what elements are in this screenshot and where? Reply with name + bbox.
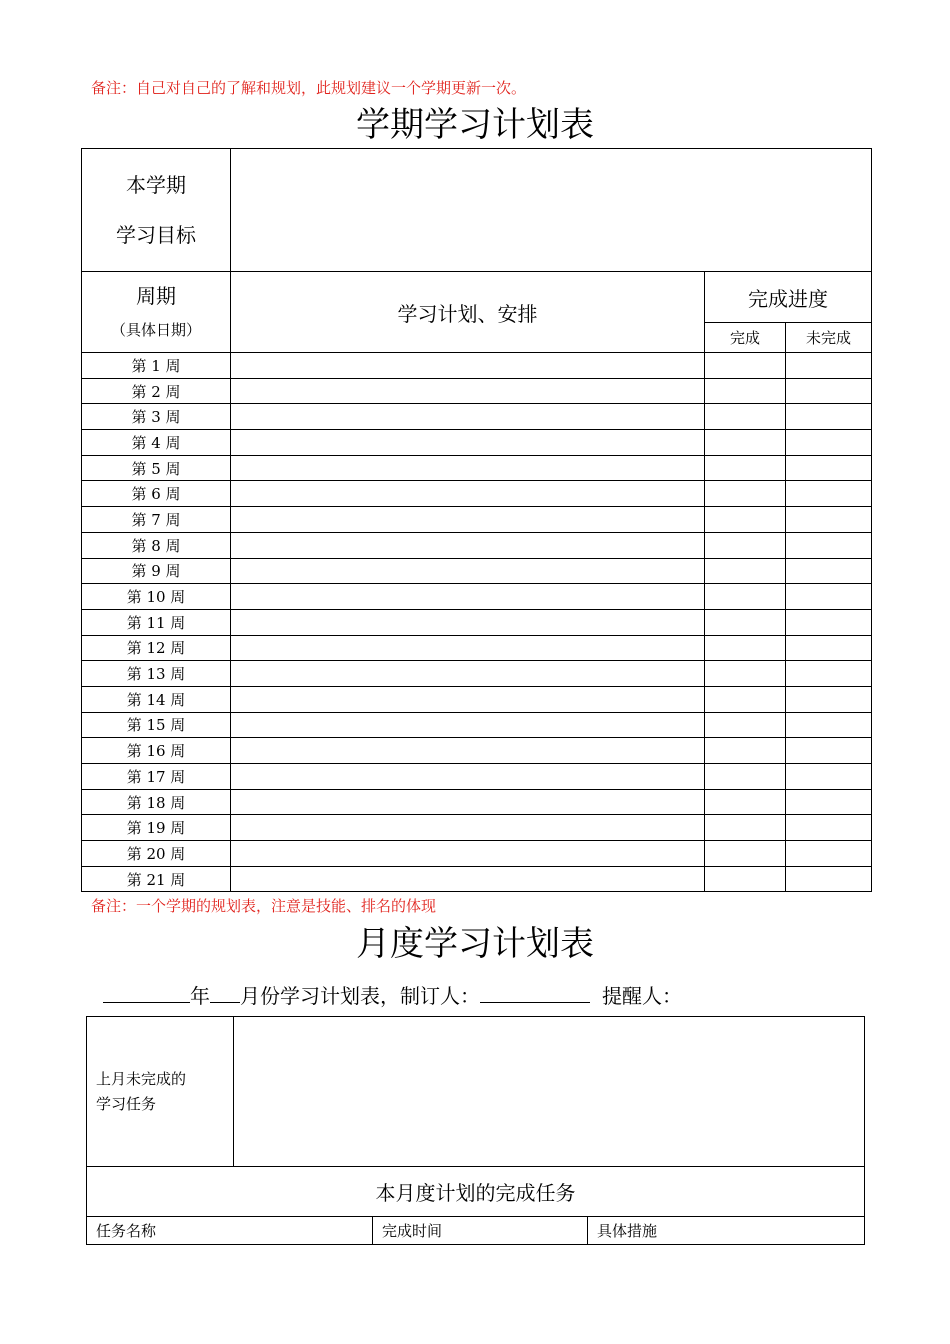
semester-plan-table <box>81 148 872 892</box>
week-plan-cell[interactable] <box>231 712 705 738</box>
week-undone-cell[interactable] <box>786 738 872 764</box>
week-undone-cell[interactable] <box>786 841 872 867</box>
week-plan-cell[interactable] <box>231 866 705 892</box>
goal-row <box>82 149 872 272</box>
week-done-cell[interactable] <box>705 686 786 712</box>
week-row <box>82 507 872 533</box>
done-header: 完成 <box>705 323 786 353</box>
week-row <box>82 841 872 867</box>
week-undone-cell[interactable] <box>786 635 872 661</box>
month-blank[interactable] <box>210 980 240 1003</box>
week-undone-cell[interactable] <box>786 712 872 738</box>
week-done-cell[interactable] <box>705 404 786 430</box>
week-row <box>82 866 872 892</box>
top-note: 备注：自己对自己的了解和规划，此规划建议一个学期更新一次。 <box>91 79 527 97</box>
week-undone-cell[interactable] <box>786 815 872 841</box>
week-label: 第 12 周 <box>82 635 231 661</box>
week-label: 第 17 周 <box>82 764 231 790</box>
week-plan-cell[interactable] <box>231 584 705 610</box>
week-done-cell[interactable] <box>705 481 786 507</box>
unfinished-row <box>87 1017 865 1167</box>
week-undone-cell[interactable] <box>786 532 872 558</box>
week-done-cell[interactable] <box>705 532 786 558</box>
week-done-cell[interactable] <box>705 455 786 481</box>
monthly-title: 月度学习计划表 <box>356 924 594 964</box>
semester-title: 学期学习计划表 <box>356 105 594 145</box>
header-row-1 <box>82 272 872 323</box>
week-done-cell[interactable] <box>705 841 786 867</box>
week-done-cell[interactable] <box>705 712 786 738</box>
unfinished-label-cell <box>87 1017 234 1167</box>
week-done-cell[interactable] <box>705 738 786 764</box>
week-undone-cell[interactable] <box>786 507 872 533</box>
week-plan-cell[interactable] <box>231 661 705 687</box>
week-done-cell[interactable] <box>705 764 786 790</box>
week-label: 第 3 周 <box>82 404 231 430</box>
week-plan-cell[interactable] <box>231 353 705 379</box>
week-row <box>82 738 872 764</box>
week-plan-cell[interactable] <box>231 815 705 841</box>
plan-header-cell <box>231 272 705 353</box>
week-label: 第 20 周 <box>82 841 231 867</box>
week-done-cell[interactable] <box>705 558 786 584</box>
week-row <box>82 609 872 635</box>
task-time-header: 完成时间 <box>373 1217 588 1245</box>
goal-label-line2: 学习目标 <box>116 223 196 247</box>
week-undone-cell[interactable] <box>786 455 872 481</box>
week-done-cell[interactable] <box>705 866 786 892</box>
week-label: 第 6 周 <box>82 481 231 507</box>
bottom-note: 备注：一个学期的规划表，注意是技能、排名的体现 <box>91 897 437 915</box>
week-row <box>82 455 872 481</box>
task-measure-header: 具体措施 <box>588 1217 865 1245</box>
week-done-cell[interactable] <box>705 635 786 661</box>
monthly-plan-table <box>86 1016 865 1245</box>
week-done-cell[interactable] <box>705 584 786 610</box>
week-undone-cell[interactable] <box>786 686 872 712</box>
tasks-header: 本月度计划的完成任务 <box>87 1167 865 1217</box>
week-label: 第 9 周 <box>82 558 231 584</box>
week-row <box>82 686 872 712</box>
week-done-cell[interactable] <box>705 430 786 456</box>
unfinished-label-line2: 学习任务 <box>96 1094 157 1113</box>
week-plan-cell[interactable] <box>231 789 705 815</box>
plan-header: 学习计划、安排 <box>397 301 538 326</box>
week-undone-cell[interactable] <box>786 584 872 610</box>
week-row <box>82 712 872 738</box>
tasks-columns-row <box>87 1217 865 1245</box>
tasks-header-row <box>87 1167 865 1217</box>
week-label: 第 13 周 <box>82 661 231 687</box>
reminder-label: 提醒人： <box>602 984 682 1008</box>
week-undone-cell[interactable] <box>786 481 872 507</box>
week-plan-cell[interactable] <box>231 404 705 430</box>
week-row <box>82 815 872 841</box>
week-plan-cell[interactable] <box>231 481 705 507</box>
week-row <box>82 404 872 430</box>
week-label: 第 7 周 <box>82 507 231 533</box>
unfinished-label-line1: 上月未完成的 <box>96 1069 187 1088</box>
week-undone-cell[interactable] <box>786 789 872 815</box>
week-plan-cell[interactable] <box>231 841 705 867</box>
unfinished-input-cell[interactable] <box>234 1017 865 1167</box>
period-label: 周期 <box>136 284 176 308</box>
week-label: 第 2 周 <box>82 378 231 404</box>
undone-header: 未完成 <box>786 323 872 353</box>
week-plan-cell[interactable] <box>231 455 705 481</box>
week-label: 第 18 周 <box>82 789 231 815</box>
monthly-header-line <box>103 980 682 1009</box>
week-plan-cell[interactable] <box>231 738 705 764</box>
week-done-cell[interactable] <box>705 815 786 841</box>
week-row <box>82 430 872 456</box>
week-plan-cell[interactable] <box>231 764 705 790</box>
week-label: 第 4 周 <box>82 430 231 456</box>
week-row <box>82 789 872 815</box>
week-row <box>82 353 872 379</box>
week-label: 第 11 周 <box>82 609 231 635</box>
week-undone-cell[interactable] <box>786 353 872 379</box>
progress-header: 完成进度 <box>748 286 828 311</box>
week-undone-cell[interactable] <box>786 430 872 456</box>
week-label: 第 14 周 <box>82 686 231 712</box>
week-label: 第 5 周 <box>82 455 231 481</box>
week-row <box>82 532 872 558</box>
week-row <box>82 481 872 507</box>
goal-label-cell <box>82 149 231 272</box>
week-label: 第 21 周 <box>82 866 231 892</box>
week-row <box>82 635 872 661</box>
week-row <box>82 378 872 404</box>
week-plan-cell[interactable] <box>231 532 705 558</box>
week-label: 第 10 周 <box>82 584 231 610</box>
week-undone-cell[interactable] <box>786 764 872 790</box>
week-done-cell[interactable] <box>705 609 786 635</box>
week-plan-cell[interactable] <box>231 609 705 635</box>
week-plan-cell[interactable] <box>231 686 705 712</box>
week-plan-cell[interactable] <box>231 378 705 404</box>
goal-label-line1: 本学期 <box>126 173 186 197</box>
week-done-cell[interactable] <box>705 507 786 533</box>
week-done-cell[interactable] <box>705 661 786 687</box>
period-header-cell <box>82 272 231 353</box>
week-row <box>82 558 872 584</box>
week-label: 第 1 周 <box>82 353 231 379</box>
week-row <box>82 584 872 610</box>
week-row <box>82 661 872 687</box>
week-undone-cell[interactable] <box>786 404 872 430</box>
week-plan-cell[interactable] <box>231 507 705 533</box>
week-undone-cell[interactable] <box>786 378 872 404</box>
week-done-cell[interactable] <box>705 378 786 404</box>
week-plan-cell[interactable] <box>231 635 705 661</box>
maker-blank[interactable] <box>480 980 590 1003</box>
year-suffix: 年 <box>190 984 210 1008</box>
month-suffix: 月份学习计划表，制订人： <box>240 984 480 1008</box>
task-name-header: 任务名称 <box>87 1217 373 1245</box>
week-plan-cell[interactable] <box>231 430 705 456</box>
week-label: 第 16 周 <box>82 738 231 764</box>
goal-input-cell[interactable] <box>231 149 872 272</box>
week-label: 第 8 周 <box>82 532 231 558</box>
year-blank[interactable] <box>103 980 190 1003</box>
week-row <box>82 764 872 790</box>
progress-header-cell <box>705 272 872 323</box>
week-plan-cell[interactable] <box>231 558 705 584</box>
week-done-cell[interactable] <box>705 353 786 379</box>
week-undone-cell[interactable] <box>786 558 872 584</box>
week-done-cell[interactable] <box>705 789 786 815</box>
week-undone-cell[interactable] <box>786 661 872 687</box>
week-label: 第 15 周 <box>82 712 231 738</box>
week-undone-cell[interactable] <box>786 609 872 635</box>
week-undone-cell[interactable] <box>786 866 872 892</box>
period-sublabel: （具体日期） <box>110 321 201 339</box>
week-label: 第 19 周 <box>82 815 231 841</box>
